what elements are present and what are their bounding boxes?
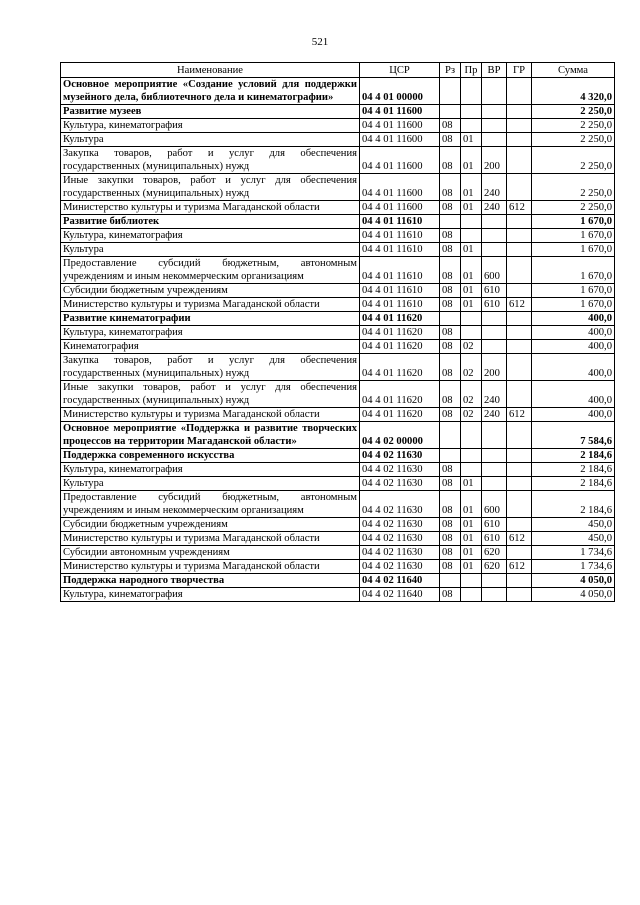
cell-name: Министерство культуры и туризма Магаданской области xyxy=(61,201,360,215)
cell-csr: 04 4 01 11600 xyxy=(360,147,440,174)
cell-name: Основное мероприятие «Создание условий для поддержки музейного дела, библиотечного дела и кинематографии» xyxy=(61,78,360,105)
cell-csr: 04 4 01 11620 xyxy=(360,312,440,326)
cell-vr xyxy=(482,312,507,326)
cell-name: Иные закупки товаров, работ и услуг для обеспечения государственных (муниципальных) нужд xyxy=(61,174,360,201)
cell-pr: 01 xyxy=(461,532,482,546)
cell-gr: 612 xyxy=(507,298,532,312)
cell-name: Развитие кинематографии xyxy=(61,312,360,326)
cell-csr: 04 4 01 11610 xyxy=(360,257,440,284)
cell-sum: 1 670,0 xyxy=(532,229,615,243)
cell-pr: 01 xyxy=(461,298,482,312)
cell-csr: 04 4 02 11630 xyxy=(360,532,440,546)
cell-gr xyxy=(507,491,532,518)
cell-pr xyxy=(461,588,482,602)
page-number: 521 xyxy=(311,36,329,48)
cell-sum: 450,0 xyxy=(532,518,615,532)
cell-gr xyxy=(507,174,532,201)
cell-name: Поддержка современного искусства xyxy=(61,449,360,463)
column-header-vr: ВР xyxy=(482,63,507,78)
cell-csr: 04 4 01 11610 xyxy=(360,243,440,257)
cell-rz: 08 xyxy=(440,560,461,574)
cell-name: Культура, кинематография xyxy=(61,326,360,340)
cell-pr xyxy=(461,422,482,449)
table-row xyxy=(61,147,615,174)
table-row xyxy=(61,408,615,422)
column-header-name: Наименование xyxy=(61,63,360,78)
cell-csr: 04 4 01 11600 xyxy=(360,133,440,147)
cell-vr xyxy=(482,422,507,449)
cell-sum: 4 050,0 xyxy=(532,588,615,602)
cell-gr xyxy=(507,340,532,354)
cell-sum: 2 184,6 xyxy=(532,463,615,477)
cell-csr: 04 4 01 11610 xyxy=(360,215,440,229)
cell-vr xyxy=(482,463,507,477)
cell-csr: 04 4 02 11630 xyxy=(360,449,440,463)
cell-csr: 04 4 01 11620 xyxy=(360,408,440,422)
cell-name: Культура, кинематография xyxy=(61,229,360,243)
cell-name: Развитие библиотек xyxy=(61,215,360,229)
cell-gr: 612 xyxy=(507,201,532,215)
cell-vr: 200 xyxy=(482,354,507,381)
table-row xyxy=(61,463,615,477)
cell-sum: 400,0 xyxy=(532,326,615,340)
cell-sum: 2 184,6 xyxy=(532,477,615,491)
cell-name: Развитие музеев xyxy=(61,105,360,119)
column-header-csr: ЦСР xyxy=(360,63,440,78)
cell-sum: 400,0 xyxy=(532,354,615,381)
cell-csr: 04 4 01 11600 xyxy=(360,119,440,133)
cell-rz: 08 xyxy=(440,298,461,312)
cell-name: Закупка товаров, работ и услуг для обеспечения государственных (муниципальных) нужд xyxy=(61,147,360,174)
cell-pr xyxy=(461,326,482,340)
cell-gr xyxy=(507,105,532,119)
cell-pr: 01 xyxy=(461,174,482,201)
cell-pr: 02 xyxy=(461,340,482,354)
cell-name: Министерство культуры и туризма Магаданской области xyxy=(61,298,360,312)
cell-csr: 04 4 01 11610 xyxy=(360,298,440,312)
cell-csr: 04 4 01 11600 xyxy=(360,174,440,201)
cell-gr xyxy=(507,326,532,340)
cell-sum: 2 250,0 xyxy=(532,105,615,119)
cell-vr xyxy=(482,449,507,463)
cell-rz: 08 xyxy=(440,284,461,298)
cell-gr xyxy=(507,78,532,105)
cell-gr xyxy=(507,518,532,532)
table-row xyxy=(61,491,615,518)
cell-csr: 04 4 02 11630 xyxy=(360,477,440,491)
cell-csr: 04 4 01 00000 xyxy=(360,78,440,105)
cell-name: Предоставление субсидий бюджетным, автономным учреждениям и иным некоммерческим организациям xyxy=(61,257,360,284)
cell-sum: 400,0 xyxy=(532,340,615,354)
table-row xyxy=(61,422,615,449)
cell-rz: 08 xyxy=(440,491,461,518)
cell-vr xyxy=(482,229,507,243)
cell-pr: 01 xyxy=(461,133,482,147)
cell-name: Закупка товаров, работ и услуг для обеспечения государственных (муниципальных) нужд xyxy=(61,354,360,381)
column-header-rz: Рз xyxy=(440,63,461,78)
cell-pr xyxy=(461,574,482,588)
cell-csr: 04 4 02 11630 xyxy=(360,518,440,532)
cell-vr xyxy=(482,477,507,491)
cell-gr xyxy=(507,422,532,449)
cell-csr: 04 4 01 11600 xyxy=(360,105,440,119)
cell-sum: 400,0 xyxy=(532,312,615,326)
cell-pr: 01 xyxy=(461,491,482,518)
table-row xyxy=(61,174,615,201)
cell-csr: 04 4 02 11630 xyxy=(360,560,440,574)
table-row xyxy=(61,532,615,546)
table-row xyxy=(61,229,615,243)
table-row xyxy=(61,78,615,105)
cell-sum: 1 670,0 xyxy=(532,243,615,257)
cell-rz: 08 xyxy=(440,174,461,201)
cell-name: Культура, кинематография xyxy=(61,463,360,477)
cell-pr xyxy=(461,463,482,477)
cell-name: Министерство культуры и туризма Магаданской области xyxy=(61,532,360,546)
cell-rz xyxy=(440,449,461,463)
table-row xyxy=(61,518,615,532)
cell-pr xyxy=(461,215,482,229)
cell-vr xyxy=(482,215,507,229)
cell-vr: 610 xyxy=(482,532,507,546)
cell-rz: 08 xyxy=(440,588,461,602)
cell-name: Предоставление субсидий бюджетным, автономным учреждениям и иным некоммерческим организациям xyxy=(61,491,360,518)
table-row xyxy=(61,298,615,312)
cell-rz: 08 xyxy=(440,408,461,422)
cell-sum: 400,0 xyxy=(532,381,615,408)
table-row xyxy=(61,243,615,257)
cell-gr: 612 xyxy=(507,560,532,574)
cell-csr: 04 4 01 11610 xyxy=(360,229,440,243)
cell-pr xyxy=(461,105,482,119)
cell-name: Субсидии бюджетным учреждениям xyxy=(61,284,360,298)
cell-sum: 1 670,0 xyxy=(532,215,615,229)
cell-sum: 2 250,0 xyxy=(532,201,615,215)
cell-csr: 04 4 01 11620 xyxy=(360,354,440,381)
cell-gr xyxy=(507,354,532,381)
cell-vr xyxy=(482,119,507,133)
cell-rz: 08 xyxy=(440,477,461,491)
cell-vr xyxy=(482,326,507,340)
table-row xyxy=(61,201,615,215)
cell-gr xyxy=(507,477,532,491)
cell-rz: 08 xyxy=(440,201,461,215)
cell-rz: 08 xyxy=(440,257,461,284)
cell-rz xyxy=(440,215,461,229)
cell-csr: 04 4 02 11630 xyxy=(360,546,440,560)
cell-csr: 04 4 01 11620 xyxy=(360,326,440,340)
cell-gr xyxy=(507,215,532,229)
cell-pr: 01 xyxy=(461,284,482,298)
cell-pr xyxy=(461,312,482,326)
cell-gr xyxy=(507,449,532,463)
cell-pr: 02 xyxy=(461,408,482,422)
cell-pr: 01 xyxy=(461,518,482,532)
table-row xyxy=(61,215,615,229)
table-row xyxy=(61,284,615,298)
cell-vr: 200 xyxy=(482,147,507,174)
table-row xyxy=(61,574,615,588)
cell-gr xyxy=(507,257,532,284)
cell-pr: 02 xyxy=(461,381,482,408)
budget-table xyxy=(60,62,615,602)
cell-sum: 4 050,0 xyxy=(532,574,615,588)
table-header-row xyxy=(61,63,615,78)
cell-gr xyxy=(507,574,532,588)
cell-rz: 08 xyxy=(440,243,461,257)
column-header-gr: ГР xyxy=(507,63,532,78)
table-row xyxy=(61,312,615,326)
cell-csr: 04 4 01 11620 xyxy=(360,381,440,408)
cell-vr: 240 xyxy=(482,381,507,408)
cell-vr xyxy=(482,243,507,257)
cell-gr: 612 xyxy=(507,408,532,422)
table-body xyxy=(61,78,615,602)
cell-rz xyxy=(440,574,461,588)
cell-vr xyxy=(482,78,507,105)
cell-pr xyxy=(461,449,482,463)
cell-pr: 01 xyxy=(461,243,482,257)
cell-vr: 600 xyxy=(482,257,507,284)
table-row xyxy=(61,449,615,463)
cell-sum: 450,0 xyxy=(532,532,615,546)
cell-rz: 08 xyxy=(440,381,461,408)
cell-name: Культура xyxy=(61,477,360,491)
cell-sum: 7 584,6 xyxy=(532,422,615,449)
cell-rz xyxy=(440,422,461,449)
cell-pr xyxy=(461,229,482,243)
cell-sum: 2 250,0 xyxy=(532,133,615,147)
cell-pr: 01 xyxy=(461,201,482,215)
cell-rz: 08 xyxy=(440,133,461,147)
cell-vr: 240 xyxy=(482,174,507,201)
cell-rz xyxy=(440,312,461,326)
cell-sum: 1 734,6 xyxy=(532,560,615,574)
cell-gr xyxy=(507,119,532,133)
table-row xyxy=(61,105,615,119)
cell-sum: 2 184,6 xyxy=(532,449,615,463)
cell-vr: 620 xyxy=(482,560,507,574)
cell-pr: 01 xyxy=(461,546,482,560)
cell-gr xyxy=(507,147,532,174)
cell-sum: 4 320,0 xyxy=(532,78,615,105)
cell-vr xyxy=(482,133,507,147)
cell-name: Культура xyxy=(61,243,360,257)
table-row xyxy=(61,560,615,574)
cell-rz: 08 xyxy=(440,463,461,477)
cell-name: Основное мероприятие «Поддержка и развитие творческих процессов на территории Магаданской области» xyxy=(61,422,360,449)
cell-rz: 08 xyxy=(440,532,461,546)
table-row xyxy=(61,326,615,340)
cell-name: Культура, кинематография xyxy=(61,588,360,602)
cell-sum: 1 670,0 xyxy=(532,257,615,284)
cell-gr xyxy=(507,381,532,408)
cell-vr xyxy=(482,574,507,588)
cell-name: Министерство культуры и туризма Магаданской области xyxy=(61,560,360,574)
cell-pr: 01 xyxy=(461,257,482,284)
cell-csr: 04 4 02 11640 xyxy=(360,588,440,602)
cell-rz: 08 xyxy=(440,518,461,532)
cell-vr xyxy=(482,340,507,354)
table-row xyxy=(61,354,615,381)
cell-name: Культура xyxy=(61,133,360,147)
table-row xyxy=(61,588,615,602)
cell-gr: 612 xyxy=(507,532,532,546)
cell-csr: 04 4 01 11610 xyxy=(360,284,440,298)
cell-pr: 01 xyxy=(461,147,482,174)
cell-pr xyxy=(461,119,482,133)
cell-csr: 04 4 02 11630 xyxy=(360,491,440,518)
cell-vr: 610 xyxy=(482,284,507,298)
cell-rz: 08 xyxy=(440,119,461,133)
cell-sum: 2 250,0 xyxy=(532,174,615,201)
cell-name: Субсидии автономным учреждениям xyxy=(61,546,360,560)
cell-rz: 08 xyxy=(440,147,461,174)
cell-gr xyxy=(507,229,532,243)
cell-vr xyxy=(482,588,507,602)
cell-gr xyxy=(507,133,532,147)
cell-vr: 240 xyxy=(482,408,507,422)
cell-rz xyxy=(440,78,461,105)
table-row xyxy=(61,133,615,147)
cell-name: Кинематография xyxy=(61,340,360,354)
cell-name: Культура, кинематография xyxy=(61,119,360,133)
cell-pr: 02 xyxy=(461,354,482,381)
cell-rz: 08 xyxy=(440,354,461,381)
cell-pr: 01 xyxy=(461,560,482,574)
cell-sum: 1 734,6 xyxy=(532,546,615,560)
cell-csr: 04 4 01 11620 xyxy=(360,340,440,354)
cell-rz: 08 xyxy=(440,326,461,340)
cell-vr: 610 xyxy=(482,518,507,532)
column-header-sum: Сумма xyxy=(532,63,615,78)
cell-csr: 04 4 02 11640 xyxy=(360,574,440,588)
cell-csr: 04 4 01 11600 xyxy=(360,201,440,215)
cell-rz: 08 xyxy=(440,340,461,354)
cell-vr xyxy=(482,105,507,119)
cell-vr: 240 xyxy=(482,201,507,215)
cell-csr: 04 4 02 11630 xyxy=(360,463,440,477)
table-row xyxy=(61,340,615,354)
cell-gr xyxy=(507,463,532,477)
table-row xyxy=(61,381,615,408)
cell-name: Министерство культуры и туризма Магаданской области xyxy=(61,408,360,422)
cell-sum: 2 184,6 xyxy=(532,491,615,518)
cell-name: Иные закупки товаров, работ и услуг для обеспечения государственных (муниципальных) нужд xyxy=(61,381,360,408)
cell-csr: 04 4 02 00000 xyxy=(360,422,440,449)
table-row xyxy=(61,119,615,133)
cell-gr xyxy=(507,243,532,257)
table-row xyxy=(61,477,615,491)
cell-gr xyxy=(507,312,532,326)
table-row xyxy=(61,257,615,284)
cell-rz: 08 xyxy=(440,229,461,243)
cell-sum: 400,0 xyxy=(532,408,615,422)
cell-vr: 600 xyxy=(482,491,507,518)
cell-rz: 08 xyxy=(440,546,461,560)
cell-gr xyxy=(507,588,532,602)
cell-gr xyxy=(507,284,532,298)
cell-pr xyxy=(461,78,482,105)
cell-sum: 2 250,0 xyxy=(532,147,615,174)
cell-pr: 01 xyxy=(461,477,482,491)
cell-sum: 1 670,0 xyxy=(532,298,615,312)
cell-vr: 610 xyxy=(482,298,507,312)
cell-gr xyxy=(507,546,532,560)
column-header-pr: Пр xyxy=(461,63,482,78)
cell-rz xyxy=(440,105,461,119)
cell-sum: 2 250,0 xyxy=(532,119,615,133)
table-row xyxy=(61,546,615,560)
cell-name: Субсидии бюджетным учреждениям xyxy=(61,518,360,532)
cell-vr: 620 xyxy=(482,546,507,560)
cell-sum: 1 670,0 xyxy=(532,284,615,298)
cell-name: Поддержка народного творчества xyxy=(61,574,360,588)
